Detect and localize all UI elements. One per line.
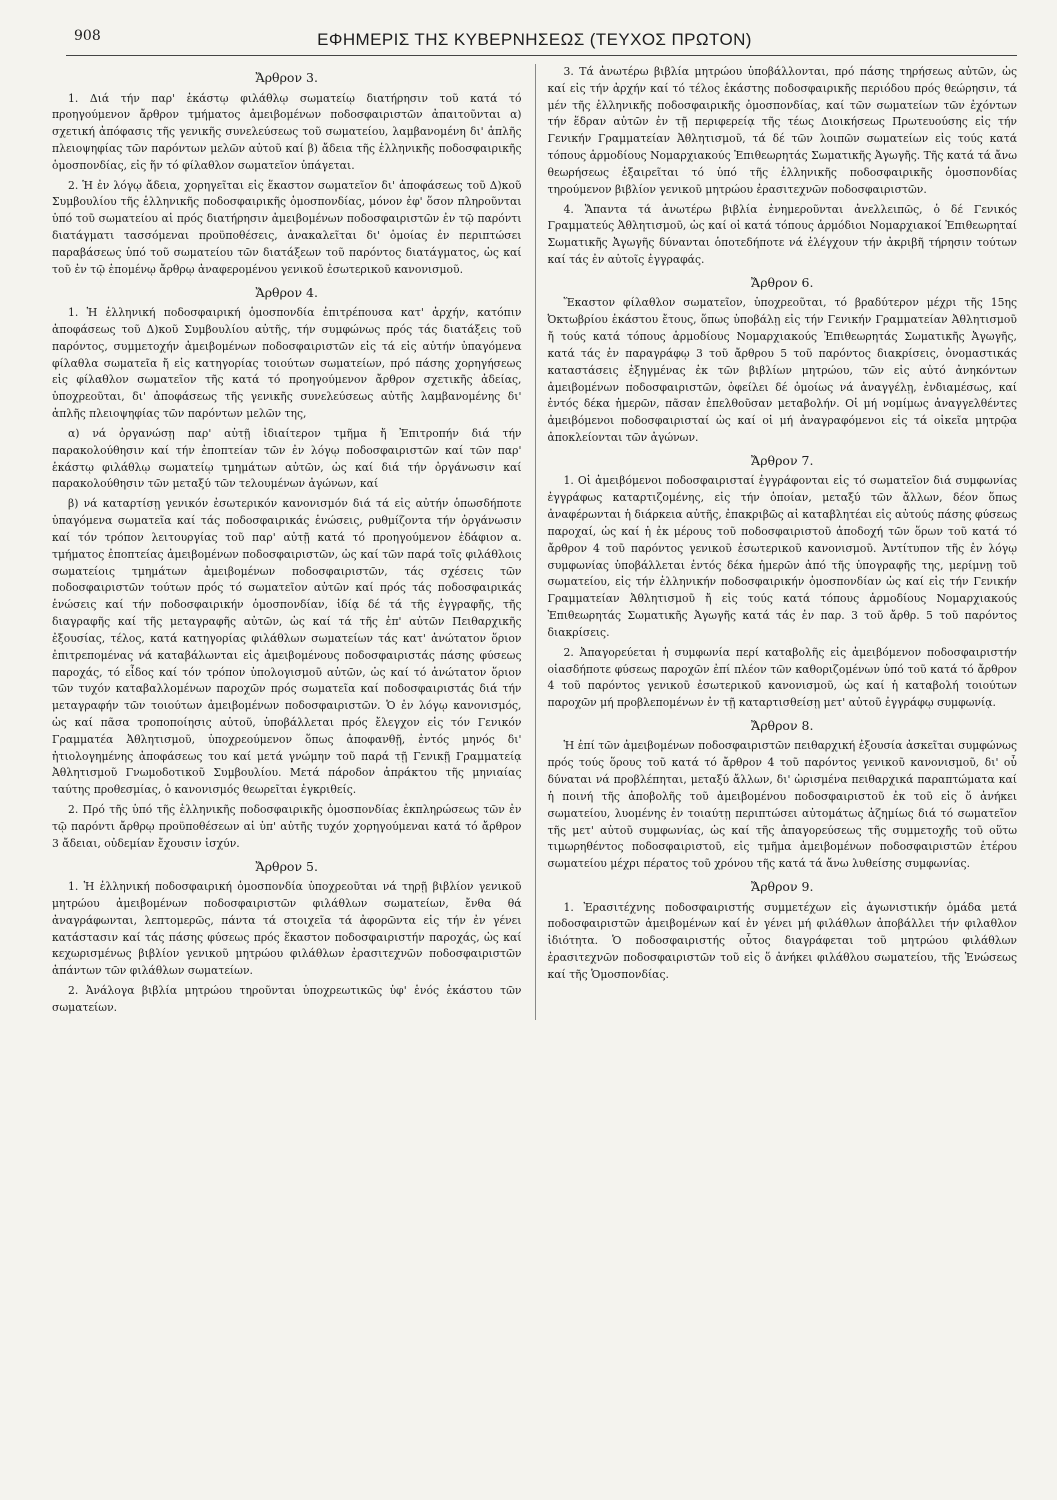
article-7-heading: Ἄρθρον 7. [751, 452, 814, 468]
article-3-paragraph-2: 2. Ἡ ἐν λόγῳ ἄδεια, χορηγεῖται εἰς ἕκαστον σωματεῖον δι' ἀποφάσεως τοῦ Δ)κοῦ Συμβουλίου τῆς ἑλληνικῆς ποδοσφαιρικῆς ὁμοσπονδίας, μόνον ἐφ' ὅσον πληροῦνται ὑπό τοῦ σωματείου αἱ πρός διατήρησιν ἀμειβομένων ποδοσφαιριστῶν ἐν τῷ παρόντι διατάγματι τασσόμεναι προϋποθέσεις, ἀνακαλεῖται δι' ὁμοίας ἐν περιπτώσει παραβάσεως ὑπό τοῦ σωματείου τῶν διατάξεων τοῦ παρόντος διατάγματος, ὡς καί τοῦ ἐν τῷ ἑπομένῳ ἄρθρῳ ἀναφερομένου γενικοῦ ἐσωτερικοῦ κανονισμοῦ. [52, 178, 522, 276]
article-5-paragraph-4: 4. Ἅπαντα τά ἀνωτέρω βιβλία ἐνημεροῦνται ἀνελλειπῶς, ὁ δέ Γενικός Γραμματεύς Ἀθλητισμοῦ, ὡς καί οἱ κατά τόπους ἁρμόδιοι Νομαρχιακοί Ἐπιθεωρηταί Σωματικῆς Ἀγωγῆς δύνανται ὁποτεδήποτε νά ἐλέγχουν τήν ἀκριβῆ τήρησιν τούτων καί τάς ἐν αὐτοῖς ἐγγραφάς. [547, 202, 1017, 267]
article-3-heading: Ἄρθρον 3. [255, 70, 318, 85]
page-header [52, 0, 1017, 64]
page-number: 908 [74, 28, 101, 44]
article-9-paragraph-1: 1. Ἐρασιτέχνης ποδοσφαιριστής συμμετέχων εἰς ἀγωνιστικήν ὁμάδα μετά ποδοσφαιριστῶν ἀμειβομένων καί ἐν γένει μή φιλάθλων ἀποβάλλει τήν φιλαθλον ἰδιότητα. Ὁ ποδοσφαιριστής οὗτος διαγράφεται τοῦ μητρώου φιλάθλων ἐρασιτεχνῶν ποδοσφαιριστῶν τοῦ εἰς ὅ ἀνήκει φιλάθλου σωματείου, τῆς Ἑνώσεως καί τῆς Ὁμοσπονδίας. [547, 900, 1017, 981]
page-title: ΕΦΗΜΕΡΙΣ ΤΗΣ ΚΥΒΕΡΝΗΣΕΩΣ (ΤΕΥΧΟΣ ΠΡΩΤΟΝ) [317, 30, 752, 49]
article-5-paragraph-1: 1. Ἡ ἑλληνική ποδοσφαιρική ὁμοσπονδία ὑποχρεοῦται νά τηρῇ βιβλίον γενικοῦ μητρώου ἀμειβομένων ποδοσφαιριστῶν φιλάθλων σωματείων, ἔνθα θά ἀναγράφωνται, λεπτομερῶς, πάντα τά στοιχεῖα τά ἀφορῶντα εἰς τήν ἐν γένει κατάστασιν καί τάς πάσης φύσεως πρός ἕκαστον ποδοσφαιριστήν παροχάς, ὡς καί κεχωρισμένως βιβλίον γενικοῦ μητρώου φιλάθλων ἐρασιτεχνῶν ποδοσφαιριστῶν ἁπάντων τῶν φιλάθλων σωματείων. [52, 880, 522, 978]
article-4-paragraph-1: 1. Ἡ ἑλληνική ποδοσφαιρική ὁμοσπονδία ἐπιτρέπουσα κατ' ἀρχήν, κατόπιν ἀποφάσεως τοῦ Δ)κοῦ Συμβουλίου αὐτῆς, τήν συμφώνως πρός τάς διατάξεις τοῦ παρόντος, συμμετοχήν ἀμειβομένων ποδοσφαιριστῶν εἰς τά εἰς αὐτήν ὑπαγόμενα φίλαθλα σωματεῖα ἤ εἰς κατηγορίας τοιούτων σωματείων, πρό πάσης χορηγήσεως εἰς φίλαθλον σωματεῖον τῆς κατά τό προηγούμενον ἄρθρον σχετικῆς ἀδείας, ὑποχρεοῦται, δι' ἀποφάσεως τῆς γενικῆς συνελεύσεως αὐτῆς λαμβανομένης δι' ἁπλῆς πλειοψηφίας τῶν παρόντων μελῶν της, [52, 306, 522, 421]
article-8-paragraph-1: Ἡ ἐπί τῶν ἀμειβομένων ποδοσφαιριστῶν πειθαρχική ἐξουσία ἀσκεῖται συμφώνως πρός τούς ὅρους τοῦ κατά τό ἄρθρον 4 τοῦ παρόντος γενικοῦ κανονισμοῦ, δι' οὗ δύναται νά προβλέπηται, μεταξύ ἄλλων, δι' ὡρισμένα πειθαρχικά παραπτώματα καί ἡ ποινή τῆς ἀποβολῆς τοῦ ἀμειβομένου ποδοσφαιριστοῦ ἐκ τοῦ εἰς ὅ ἀνήκει σωματείου, λυομένης ἐν τοιαύτῃ περιπτώσει αὐτομάτως ἀζημίως διά τό σωματεῖον τῆς μετ' αὐτοῦ συμφωνίας, ὡς καί τῆς ἀπαγορεύσεως τῆς συμμετοχῆς τοῦ οὕτω τιμωρηθέντος ποδοσφαιριστοῦ, εἰς τμῆμα ἀμειβομένων ποδοσφαιριστῶν ἑτέρου σωματείου μέχρι πέρατος τοῦ χρόνου τῆς κατά τά ἄνω λυθείσης συμφωνίας. [547, 739, 1017, 871]
article-8-heading: Ἄρθρον 8. [751, 717, 814, 733]
article-4-heading: Ἄρθρον 4. [255, 284, 318, 300]
article-4-item-b: β) νά καταρτίσῃ γενικόν ἐσωτερικόν κανονισμόν διά τά εἰς αὐτήν ὁπωσδήποτε ὑπαγόμενα σωματεῖα καί τάς ποδοσφαιρικάς ἑνώσεις, ρυθμίζοντα τήν ὀργάνωσιν καί τόν τρόπον λειτουργίας τοῦ παρ' αὐτῇ κατά τό προηγούμενον ἐδάφιον α. τμήματος ἐποπτείας ἀμειβομένων ποδοσφαιριστῶν, ὡς καί τῶν παρά τοῖς φιλάθλοις σωματείοις τμημάτων ἀμειβομένων ποδοσφαιριστῶν, τάς σχέσεις τῶν ποδοσφαιριστῶν τούτων πρός τό σωματεῖον αὐτῶν καί πρός τάς ποδοσφαιρικάς ἑνώσεις καί τήν ποδοσφαιρικήν ὁμοσπονδίαν, ἰδίᾳ δέ τά τῆς ἐγγραφῆς, τῆς διαγραφῆς καί τῆς μεταγραφῆς αὐτῶν, ὡς καί τά τῆς ἐπ' αὐτῶν Πειθαρχικῆς ἐξουσίας, τέλος, κατά κατηγορίας φιλάθλων σωματείων τάς κατ' ἀνώτατον ὅριον ἐπιτρεπομένας νά καταβάλωνται εἰς ἀμειβομένους ποδοσφαιριστάς πάσης φύσεως παροχάς, τό εἶδος καί τόν τρόπον ὑπολογισμοῦ αὐτῶν, ὡς καί τό ἀνώτατον ὅριον τῶν τυχόν καταβαλλομένων παροχῶν πρός σωματεῖα καί ποδοσφαιριστάς διά τήν μεταγραφήν τῶν τοιούτων ἀμειβομένων ποδοσφαιριστῶν. Ὁ ἐν λόγῳ κανονισμός, ὡς καί πᾶσα τροποποίησις αὐτοῦ, ὑποβάλλεται πρός ἔλεγχον εἰς τόν Γενικόν Γραμματέα Ἀθλητισμοῦ, ὑποχρεούμενον ὅπως ἀποφανθῇ, ἐντός μηνός δι' ἠτιολογημένης ἀποφάσεως του καί μετά γνώμην τοῦ παρά τῇ Γενικῇ Γραμματείᾳ Ἀθλητισμοῦ Γνωμοδοτικοῦ Συμβουλίου. Μετά πάροδον ἀπράκτου τῆς μηνιαίας ταύτης προθεσμίας, ὁ κανονισμός θεωρεῖται ἐγκριθείς. [52, 497, 522, 797]
article-5-paragraph-3: 3. Τά ἀνωτέρω βιβλία μητρώου ὑποβάλλονται, πρό πάσης τηρήσεως αὐτῶν, ὡς καί εἰς τήν ἀρχήν καί τό τέλος ἑκάστης ποδοσφαιρικῆς περιόδου πρός θεώρησιν, τά μέν τῆς ἑλληνικῆς ποδοσφαιρικῆς ὁμοσπονδίας, καί τῶν σωματείων τῶν ἐχόντων τήν ἕδραν αὐτῶν ἐν τῇ περιφερείᾳ τῆς τέως Διοικήσεως Πρωτευούσης εἰς τήν Γενικήν Γραμματείαν Ἀθλητισμοῦ, τά δέ τῶν λοιπῶν σωματείων εἰς τούς κατά τόπους ἁρμοδίους Νομαρχιακούς Ἐπιθεωρητάς Σωματικῆς Ἀγωγῆς. Τῆς κατά τά ἄνω θεωρήσεως ἐξαιρεῖται τό ὑπό τῆς ἑλληνικῆς ποδοσφαιρικῆς ὁμοσπονδίας τηρούμενον βιβλίον γενικοῦ μητρώου ἐρασιτεχνῶν ποδοσφαιριστῶν. [547, 65, 1017, 196]
column-divider [535, 64, 536, 1020]
article-7-paragraph-2: 2. Ἀπαγορεύεται ἡ συμφωνία περί καταβολῆς εἰς ἀμειβόμενον ποδοσφαιριστήν οἱασδήποτε φύσεως παροχῶν ἐπί πλέον τῶν καθοριζομένων ὑπό τοῦ κατά τό ἄρθρον 4 τοῦ παρόντος γενικοῦ ἐσωτερικοῦ κανονισμοῦ, ὡς καί ἡ καταβολή τοιούτων παροχῶν μή προβλεπομένων ἐν τῇ καταρτισθείσῃ μετ' αὐτοῦ ἐγγράφῳ συμφωνίᾳ. [547, 645, 1017, 710]
article-4-paragraph-2: 2. Πρό τῆς ὑπό τῆς ἑλληνικῆς ποδοσφαιρικῆς ὁμοσπονδίας ἐκπληρώσεως τῶν ἐν τῷ παρόντι ἄρθρῳ προϋποθέσεων αἱ ὑπ' αὐτῆς τυχόν χορηγούμεναι κατά τό ἄρθρον 3 ἄδειαι, οὐδεμίαν ἔχουσιν ἰσχύν. [52, 803, 522, 850]
article-5-paragraph-2: 2. Ἀνάλογα βιβλία μητρώου τηροῦνται ὑποχρεωτικῶς ὑφ' ἑνός ἑκάστου τῶν σωματείων. [52, 984, 522, 1014]
article-6-heading: Ἄρθρον 6. [751, 274, 814, 290]
article-5-heading: Ἄρθρον 5. [255, 858, 318, 874]
article-6-paragraph-1: Ἕκαστον φίλαθλον σωματεῖον, ὑποχρεοῦται, τό βραδύτερον μέχρι τῆς 15ης Ὀκτωβρίου ἑκάστου ἔτους, ὅπως ὑποβάλῃ εἰς τήν Γενικήν Γραμματείαν Ἀθλητισμοῦ ἤ τούς κατά τόπους ἁρμοδίους Νομαρχιακούς Ἐπιθεωρητάς Σωματικῆς Ἀγωγῆς, κατά τάς ἐν παραγράφῳ 3 τοῦ ἄρθρου 5 τοῦ παρόντος διακρίσεις, ὀνομαστικάς καταστάσεις ἐξηγμένας ἐκ τῶν βιβλίων μητρώου, τῶν εἰς αὐτό ἀνηκόντων ἀμειβομένων ποδοσφαιριστῶν, ὀφείλει δέ ὁμοίως νά ἀναγγέλῃ, ἐνδιαμέσως, καί ἐντός δέκα ἡμερῶν, πᾶσαν ἐπελθοῦσαν μεταβολήν. Οἱ μή νομίμως ἀναγγελθέντες ἀμειβόμενοι ποδοσφαιρισταί ὡς καί οἱ μή ἀναγραφόμενοι εἰς τά οἰκεῖα μητρῷα ἀποκλείονται τῶν ἀγώνων. [547, 296, 1017, 445]
article-4-item-a: α) νά ὀργανώσῃ παρ' αὐτῇ ἰδιαίτερον τμῆμα ἤ Ἐπιτροπήν διά τήν παρακολούθησιν καί τήν ἐποπτείαν τῶν ἐν λόγῳ ποδοσφαιριστῶν καί τῶν παρ' ἑκάστῳ φιλάθλῳ σωματείῳ τμημάτων αὐτῶν, ὡς καί διά τήν ὀργάνωσιν καί παρακολούθησιν τῶν μεταξύ τῶν τελουμένων ἀγώνων, καί [52, 426, 522, 491]
article-3-paragraph-1: 1. Διά τήν παρ' ἑκάστῳ φιλάθλῳ σωματείῳ διατήρησιν τοῦ κατά τό προηγούμενον ἄρθρον τμήματος ἀμειβομένων ποδοσφαιριστῶν ἀπαιτοῦνται α) σχετική ἀπόφασις τῆς γενικῆς συνελεύσεως τοῦ σωματείου, λαμβανομένη δι' ἁπλῆς πλειοψηφίας τῶν παρόντων μελῶν αὐτοῦ καί β) ἄδεια τῆς ἑλληνικῆς ποδοσφαιρικῆς ὁμοσπονδίας, εἰς ἥν τό φίλαθλον σωματεῖον ὑπάγεται. [52, 91, 522, 172]
article-9-heading: Ἄρθρον 9. [751, 879, 814, 895]
left-column [52, 64, 522, 1020]
header-rule [66, 55, 1017, 56]
text-columns [52, 64, 1017, 1020]
right-column [548, 64, 1018, 1020]
article-7-paragraph-1: 1. Οἱ ἀμειβόμενοι ποδοσφαιρισταί ἐγγράφονται εἰς τό σωματεῖον διά συμφωνίας ἐγγράφως καταρτιζομένης, εἰς τήν ὁποίαν, μεταξύ τῶν ἄλλων, δέον ὅπως ἀναφέρωνται ἡ διάρκεια αὐτῆς, ἐπακριβῶς αἱ καταβλητέαι εἰς αὐτούς πάσης φύσεως παροχαί, ὡς καί ἡ ἐκ μέρους τοῦ ποδοσφαιριστοῦ ἀποδοχή τῶν ὅρων τοῦ κατά τό ἄρθρον 4 τοῦ παρόντος γενικοῦ ἐσωτερικοῦ κανονισμοῦ. Ἀντίτυπον τῆς ἐν λόγῳ συμφωνίας ὑποβάλλεται ἐντός δέκα ἡμερῶν ἀπό τῆς ὑπογραφῆς της, μερίμνῃ τοῦ σωματείου, εἰς τήν ἑλληνικήν ποδοσφαιρικήν ὁμοσπονδίαν ὡς καί εἰς τήν Γενικήν Γραμματείαν Ἀθλητισμοῦ ἤ εἰς τούς κατά τόπους ἁρμοδίους Νομαρχιακούς Ἐπιθεωρητάς Σωματικῆς Ἀγωγῆς κατά τάς ἐν παρ. 3 τοῦ ἄρθρ. 5 τοῦ παρόντος διακρίσεις. [547, 474, 1017, 639]
